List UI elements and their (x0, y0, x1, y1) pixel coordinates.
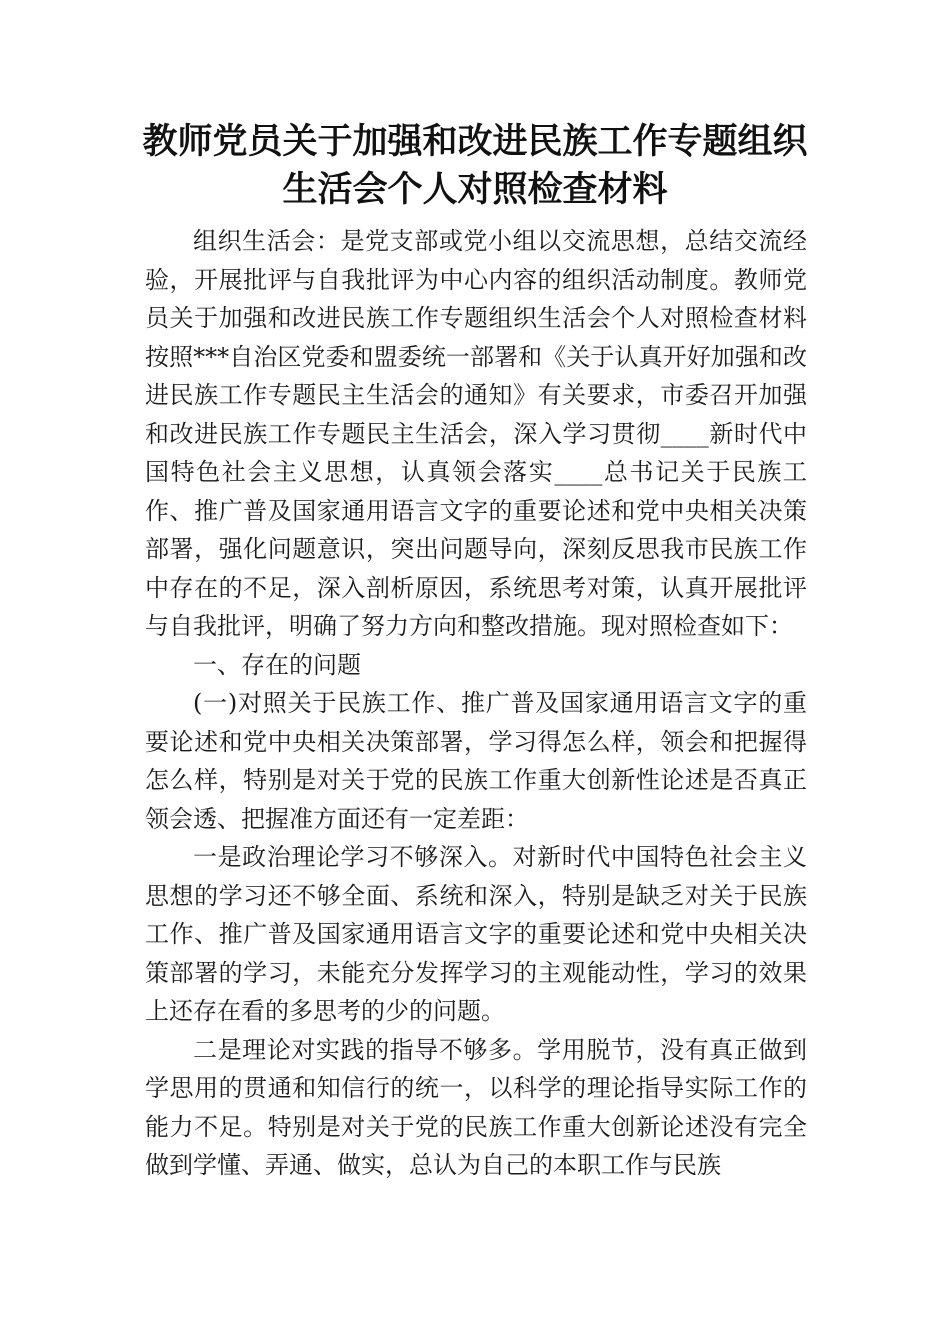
document-title-line-1: 教师党员关于加强和改进民族工作专题组织 (142, 122, 808, 162)
document-body (145, 222, 807, 1185)
subsection-paragraph: (一)对照关于民族工作、推广普及国家通用语言文字的重要论述和党中央相关决策部署，学习得怎么样，领会和把握得怎么样，特别是对关于党的民族工作重大创新性论述是否真正领会透、把握准方面还有一定差距： (145, 689, 807, 833)
document-title-line-2: 生活会个人对照检查材料 (282, 170, 668, 210)
section-heading: 一、存在的问题 (193, 650, 361, 679)
point-one-paragraph: 一是政治理论学习不够深入。对新时代中国特色社会主义思想的学习还不够全面、系统和深入，特别是缺乏对关于民族工作、推广普及国家通用语言文字的重要论述和党中央相关决策部署的学习，未能充分发挥学习的主观能动性，学习的效果上还存在看的多思考的少的问题。 (145, 843, 807, 1025)
point-two-paragraph: 二是理论对实践的指导不够多。学用脱节，没有真正做到学思用的贯通和知信行的统一，以科学的理论指导实际工作的能力不足。特别是对关于党的民族工作重大创新论述没有完全做到学懂、弄通、做实，总认为自己的本职工作与民族 (145, 1035, 807, 1179)
intro-paragraph: 组织生活会：是党支部或党小组以交流思想，总结交流经验，开展批评与自我批评为中心内容的组织活动制度。教师党员关于加强和改进民族工作专题组织生活会个人对照检查材料按照***自治区党委和盟委统一部署和《关于认真开好加强和改进民族工作专题民主生活会的通知》有关要求，市委召开加强和改进民族工作专题民主生活会，深入学习贯彻____新时代中国特色社会主义思想，认真领会落实____总书记关于民族工作、推广普及国家通用语言文字的重要论述和党中央相关决策部署，强化问题意识，突出问题导向，深刻反思我市民族工作中存在的不足，深入剖析原因，系统思考对策，认真开展批评与自我批评，明确了努力方向和整改措施。现对照检查如下： (145, 227, 807, 640)
